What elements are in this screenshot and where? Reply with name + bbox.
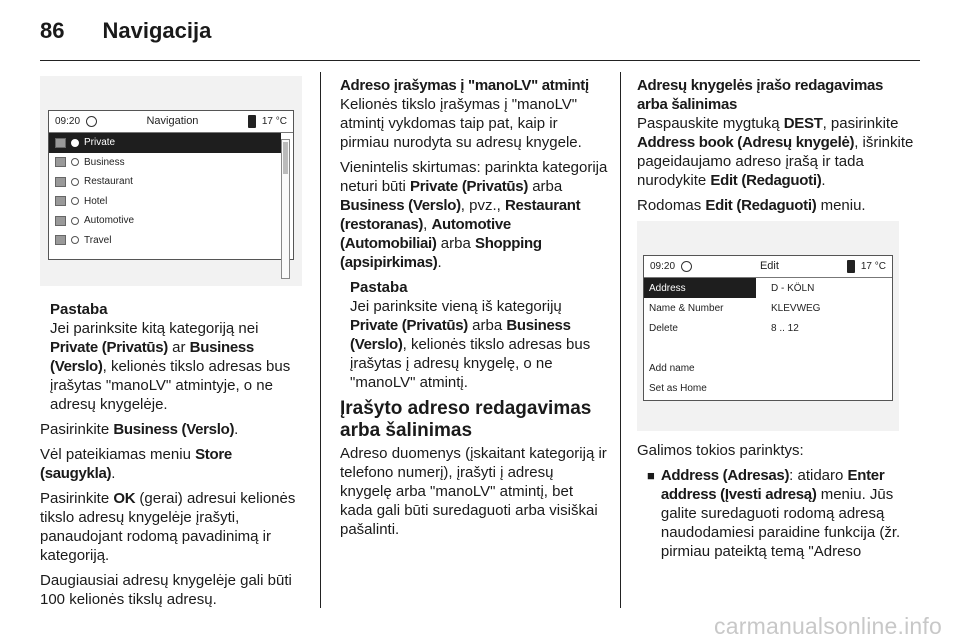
- radio-icon: [71, 197, 79, 205]
- screen-scrollbar: [281, 139, 290, 279]
- navigation-screen: [48, 110, 294, 260]
- edit-value: 8 .. 12: [771, 322, 799, 334]
- watermark: carmanualsonline.info: [714, 613, 942, 639]
- edit-menu-item: Add name: [649, 362, 695, 374]
- radio-icon: [71, 139, 79, 147]
- screen-title: Edit: [759, 260, 779, 272]
- bullet-item: [637, 466, 917, 561]
- paragraph: Rodomas Edit (Redaguoti) meniu.: [637, 197, 866, 214]
- category-label: Automotive: [84, 215, 135, 227]
- edit-menu: [644, 278, 756, 398]
- column-3: [637, 76, 917, 561]
- note-title: Pastaba: [350, 279, 408, 296]
- edit-menu-spacer: [644, 338, 756, 358]
- category-item: [49, 231, 281, 251]
- screen-time: 09:20: [55, 116, 81, 127]
- navigation-screenshot: [40, 76, 302, 286]
- screen-title: Navigation: [146, 115, 199, 127]
- radio-icon: [71, 236, 79, 244]
- note-block: [340, 278, 608, 392]
- edit-values: [756, 278, 820, 398]
- category-icon: [55, 157, 66, 167]
- category-item: [49, 153, 281, 173]
- paragraph: Paspauskite mygtuką DEST, pasirinkite Address book (Adresų knygelė), išrinkite pageidaujamo adreso įrašą ir tada nurodykite Edit (Redaguoti).: [637, 115, 914, 189]
- column-2: [340, 76, 608, 545]
- screen-status-bar: [644, 256, 892, 278]
- edit-menu-item: Address: [644, 278, 756, 298]
- paragraph: Pasirinkite OK (gerai) adresui kelionės tikslo adresų knygelėje įrašyti, panaudojant rodomą pavadinimą ir kategoriją.: [40, 490, 296, 564]
- header-rule: [40, 60, 920, 61]
- bullet-square-icon: ■: [647, 468, 655, 483]
- paragraph: Daugiausiai adresų knygelėje gali būti 100 kelionės tikslų adresų.: [40, 572, 292, 608]
- note-text: Jei parinksite kitą kategoriją nei Private (Privatūs) ar Business (Verslo), kelionės tikslo adresas bus įrašytas "manoLV" atmintyje, o ne adresų knygelėje.: [50, 320, 291, 413]
- category-label: Travel: [84, 234, 112, 246]
- section-heading: Įrašyto adreso redagavimas arba šalinimas: [340, 398, 592, 441]
- phone-icon: [248, 115, 256, 128]
- category-item: [49, 172, 281, 192]
- bullet-text: Address (Adresas): atidaro Enter address (Įvesti adresą) meniu. Jūs galite suredaguoti rodomą adresą naudodamiesi paraidine funkcija (žr. pirmiau pateiktą temą "Adreso: [660, 467, 901, 560]
- screen-temperature: 17 °C: [860, 261, 886, 272]
- subheading: Adreso įrašymas į "manoLV" atmintį: [340, 77, 589, 94]
- category-item: [49, 211, 281, 231]
- edit-value: KLEVWEG: [771, 302, 821, 314]
- edit-value: D - KÖLN: [771, 282, 815, 294]
- radio-icon: [71, 178, 79, 186]
- clock-icon: [86, 116, 97, 127]
- radio-icon: [71, 217, 79, 225]
- category-label: Business: [84, 156, 125, 168]
- note-title: Pastaba: [50, 301, 108, 318]
- edit-screenshot: [637, 221, 899, 431]
- category-icon: [55, 216, 66, 226]
- edit-screen: [643, 255, 893, 401]
- edit-menu-item: Set as Home: [649, 382, 707, 394]
- edit-menu-item: Delete: [649, 322, 678, 334]
- clock-icon: [681, 261, 692, 272]
- subheading: Adresų knygelės įrašo redagavimas arba šalinimas: [637, 77, 884, 113]
- category-list: [49, 133, 281, 250]
- paragraph: Adreso duomenys (įskaitant kategoriją ir telefono numerį), įrašyti į adresų knygelę arba "manoLV" atmintį, bet kada gali būti suredaguoti arba visiškai pašalinti.: [340, 445, 607, 538]
- category-icon: [55, 177, 66, 187]
- paragraph: Vėl pateikiamas meniu Store (saugykla).: [40, 446, 232, 482]
- scroll-thumb: [283, 142, 288, 174]
- paragraph: Kelionės tikslo įrašymas į "manoLV" atmintį vykdomas taip pat, kaip ir pirmiau nurodyta su adresų knygele.: [340, 96, 582, 151]
- page-number: 86: [40, 18, 65, 43]
- screen-status-bar: [49, 111, 293, 133]
- section-title: Navigacija: [102, 18, 212, 43]
- category-item: [49, 192, 281, 212]
- paragraph: Vienintelis skirtumas: parinkta kategorija neturi būti Private (Privatūs) arba Business (Verslo), pvz., Restaurant (restoranas), Automotive (Automobiliai) arba Shopping (apsipirkimas).: [340, 159, 608, 271]
- paragraph: Pasirinkite Business (Verslo).: [40, 421, 239, 438]
- edit-menu-item: Name & Number: [649, 302, 724, 314]
- edit-body: [644, 278, 892, 398]
- category-label: Restaurant: [84, 176, 133, 188]
- column-divider: [620, 72, 621, 608]
- note-text: Jei parinksite vieną iš kategorijų Private (Privatūs) arba Business (Verslo), kelionės tikslo adresas bus įrašytas į adresų knygelę, o ne "manoLV" atmintį.: [350, 298, 591, 391]
- category-label: Private: [84, 137, 116, 149]
- radio-icon: [71, 158, 79, 166]
- category-label: Hotel: [84, 195, 108, 207]
- screen-temperature: 17 °C: [261, 116, 287, 127]
- paragraph: Galimos tokios parinktys:: [637, 442, 804, 459]
- category-icon: [55, 138, 66, 148]
- column-divider: [320, 72, 321, 608]
- column-1: [40, 76, 310, 615]
- page-header: [40, 18, 211, 44]
- phone-icon: [847, 260, 855, 273]
- category-icon: [55, 235, 66, 245]
- category-icon: [55, 196, 66, 206]
- screen-time: 09:20: [650, 261, 676, 272]
- note-block: [40, 300, 310, 414]
- category-item: [49, 133, 281, 153]
